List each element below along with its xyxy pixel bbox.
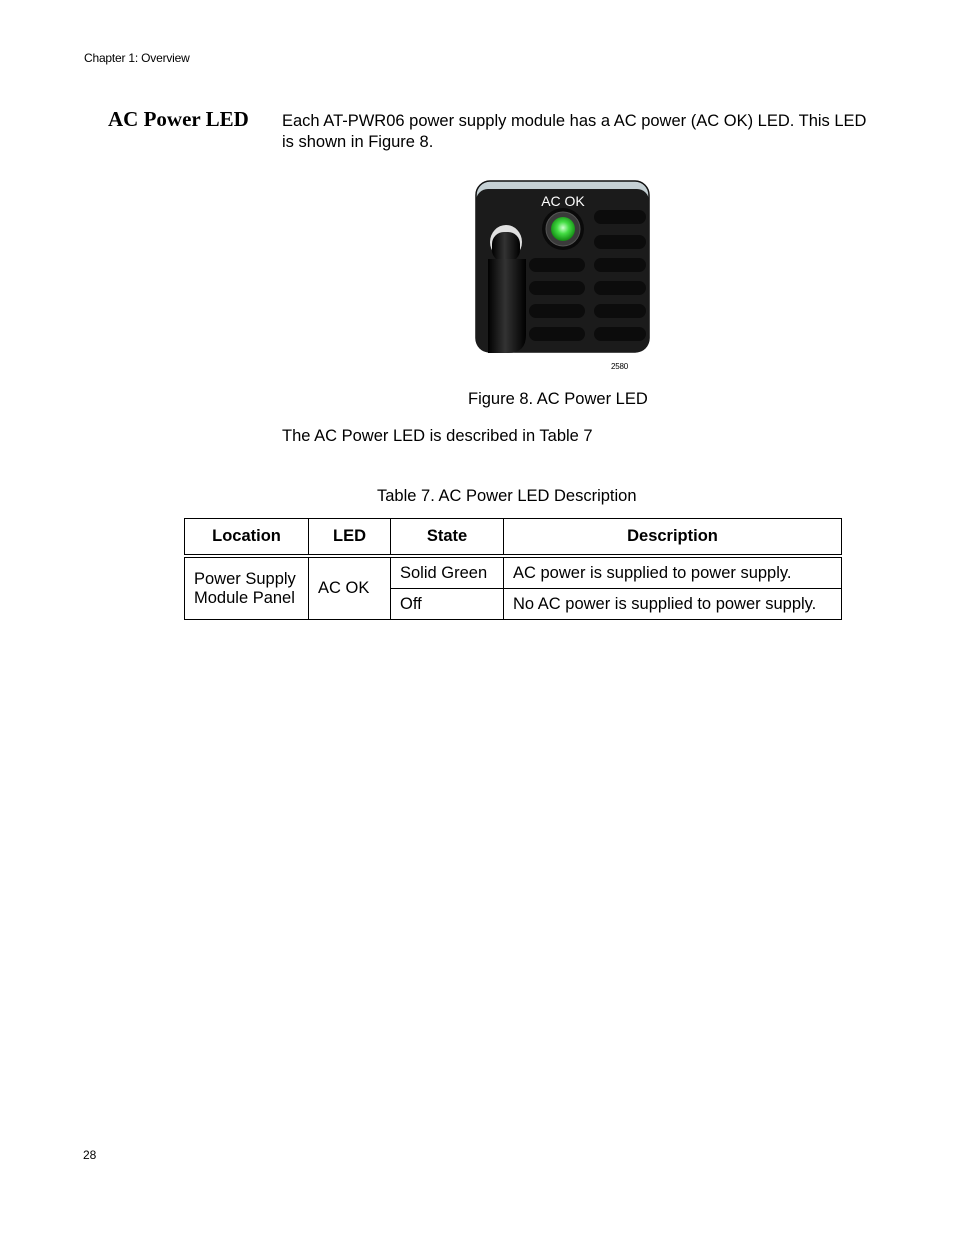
reference-paragraph: The AC Power LED is described in Table 7 (282, 427, 593, 445)
cell-description: AC power is supplied to power supply. (504, 556, 842, 589)
header-state: State (391, 519, 504, 557)
cell-description: No AC power is supplied to power supply. (504, 589, 842, 620)
page-number: 28 (83, 1148, 97, 1162)
cell-state: Solid Green (391, 556, 504, 589)
panel-label: AC OK (541, 193, 585, 209)
figure-id: 2580 (611, 362, 628, 371)
power-supply-panel-illustration (474, 179, 654, 355)
power-cord (488, 259, 526, 353)
header-description: Description (504, 519, 842, 557)
cell-led: AC OK (309, 556, 391, 620)
table-caption: Table 7. AC Power LED Description (377, 487, 637, 505)
cell-state: Off (391, 589, 504, 620)
header-led: LED (309, 519, 391, 557)
table-header-row (185, 519, 842, 557)
running-header: Chapter 1: Overview (84, 51, 190, 65)
table-row (185, 556, 842, 589)
header-location: Location (185, 519, 309, 557)
ac-ok-led (551, 217, 575, 241)
cell-location: Power Supply Module Panel (185, 556, 309, 620)
intro-paragraph: Each AT-PWR06 power supply module has a AC power (AC OK) LED. This LED is shown in Figure 8. (282, 112, 867, 151)
figure-caption: Figure 8. AC Power LED (468, 390, 648, 408)
section-heading: AC Power LED (108, 107, 249, 131)
led-description-table (184, 518, 842, 620)
ac-power-led-figure (474, 179, 654, 375)
